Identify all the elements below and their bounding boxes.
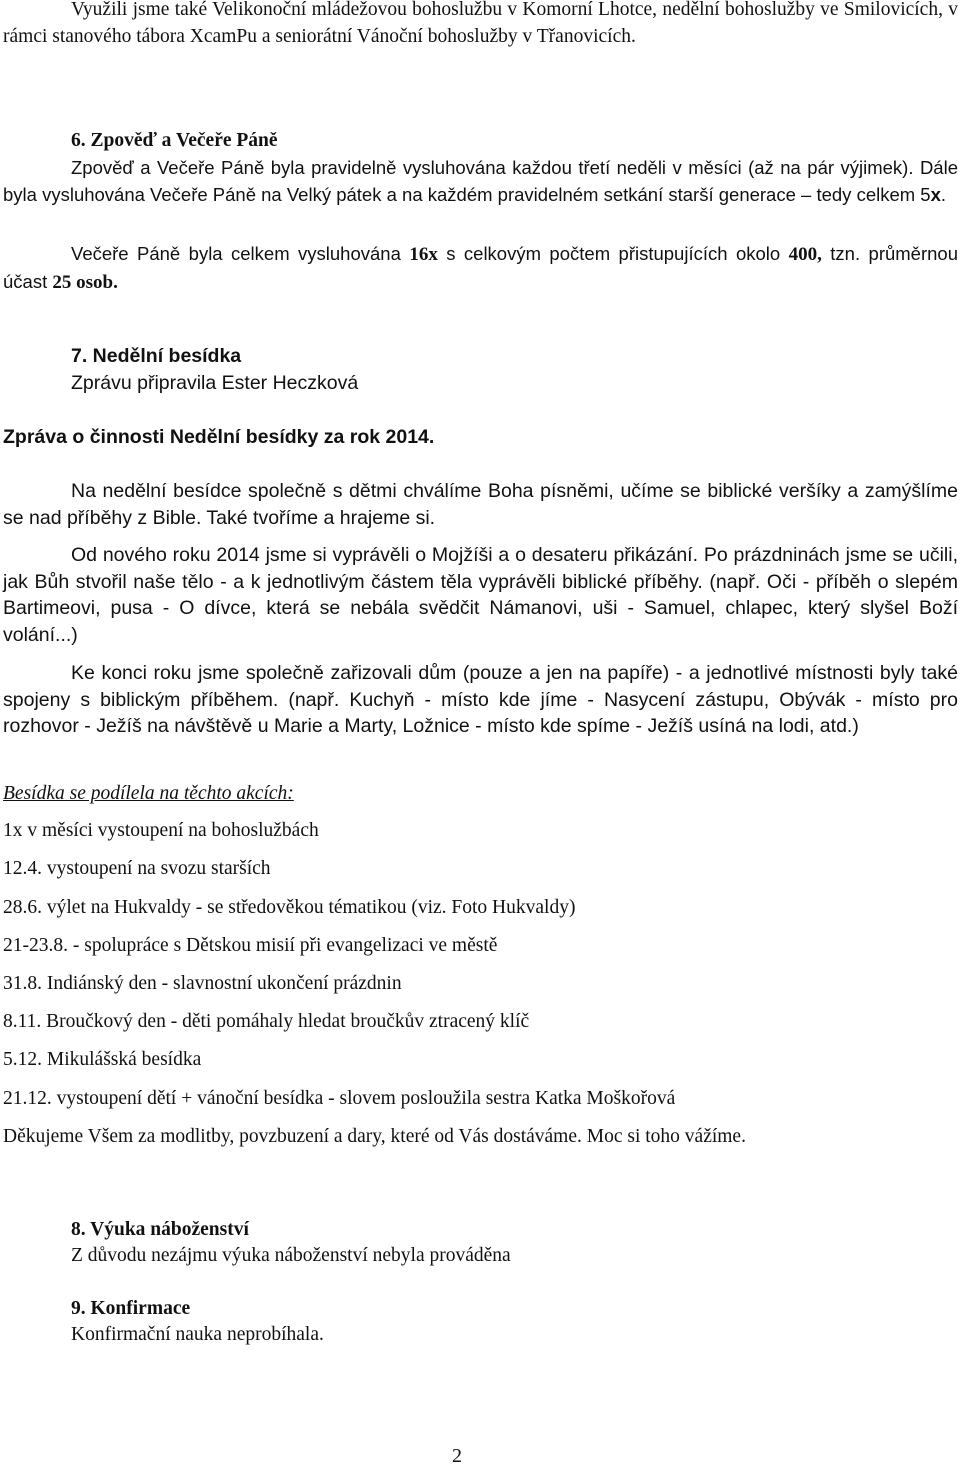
thanks-text: Děkujeme Všem za modlitby, povzbuzení a dary, které od Vás dostáváme. Moc si toho vážíme. — [3, 1126, 746, 1147]
section-8-text: Z důvodu nezájmu výuka náboženství nebyla prováděna — [71, 1245, 511, 1266]
section-6-heading: 6. Zpověď a Večeře Páně — [71, 130, 278, 151]
section-7-paragraph-2: Od nového roku 2014 jsme si vyprávěli o Mojžíši a o desateru přikázání. Po prázdninách jsme se učili, jak Bůh stvořil naše tělo - a k jednotlivým částem těla vyprávěli biblické příběhy. (např. Oči - příběh o slepém Bartimeovi, pusa - O dívce, která se nebála svědčit Námanovi, uši - Samuel, chlapec, který slyšel Boží volání...) — [3, 544, 958, 646]
section-6-paragraph-2: Večeře Páně byla celkem vysluhována 16x s celkovým počtem přistupujících okolo 400, tzn. průměrnou účast 25 osob. — [3, 243, 958, 293]
event-item: 21.12. vystoupení dětí + vánoční besídka - slovem posloužila sestra Katka Moškořová — [3, 1088, 676, 1109]
report-title: Zpráva o činnosti Nedělní besídky za rok 2014. — [3, 426, 435, 448]
section-7-paragraph-1: Na nedělní besídce společně s dětmi chválíme Boha písněmi, učíme se biblické veršíky a zamýšlíme se nad příběhy z Bible. Také tvoříme a hrajeme si. — [3, 480, 958, 529]
event-item: 21-23.8. - spolupráce s Dětskou misií při evangelizaci ve městě — [3, 935, 498, 956]
event-item: 5.12. Mikulášská besídka — [3, 1049, 202, 1070]
section-7-heading: 7. Nedělní besídka — [71, 345, 242, 367]
section-7-paragraph-3: Ke konci roku jsme společně zařizovali dům (pouze a jen na papíře) - a jednotlivé místnosti byly také spojeny s biblickým příběhem. (např. Kuchyň - místo kde jíme - Nasycení zástupu, Obývák - místo pro rozhovor - Ježíš na návštěvě u Marie a Marty, Ložnice - místo kde spíme - Ježíš usíná na lodi, atd.) — [3, 662, 958, 737]
page-number: 2 — [452, 1445, 462, 1467]
event-item: 31.8. Indiánský den - slavnostní ukončení prázdnin — [3, 973, 402, 994]
section-9-text: Konfirmační nauka neprobíhala. — [71, 1324, 324, 1345]
section-8-heading: 8. Výuka náboženství — [71, 1219, 249, 1240]
event-item: 12.4. vystoupení na svozu starších — [3, 858, 271, 879]
section-9-heading: 9. Konfirmace — [71, 1298, 191, 1319]
intro-paragraph: Využili jsme také Velikonoční mládežovou bohoslužbu v Komorní Lhotce, nedělní bohoslužby ve Smilovicích, v rámci stanového tábora XcamPu a seniorátní Vánoční bohoslužby v Třanovicích. — [3, 0, 958, 47]
event-item: 28.6. výlet na Hukvaldy - se středověkou tématikou (viz. Foto Hukvaldy) — [3, 897, 576, 918]
events-title: Besídka se podílela na těchto akcích: — [3, 783, 294, 804]
event-item: 8.11. Broučkový den - děti pomáhaly hledat broučkův ztracený klíč — [3, 1011, 530, 1032]
event-item: 1x v měsíci vystoupení na bohoslužbách — [3, 820, 319, 841]
section-7-subtitle: Zprávu připravila Ester Heczková — [71, 372, 359, 394]
section-6-paragraph-1: Zpověď a Večeře Páně byla pravidelně vysluhována každou třetí neděli v měsíci (až na pár výjimek). Dále byla vysluhována Večeře Páně na Velký pátek a na každém pravidelném setkání starší generace – tedy celkem 5x. — [3, 157, 958, 205]
